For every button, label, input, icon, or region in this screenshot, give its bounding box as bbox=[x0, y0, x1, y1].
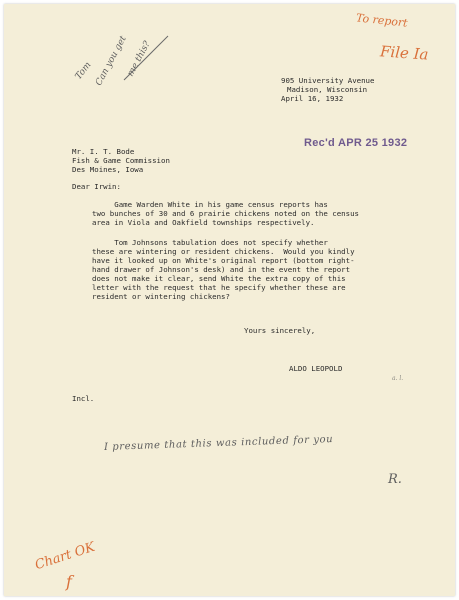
annotation-chart-ok: Chart OK bbox=[33, 539, 97, 574]
paragraph-2-line-4: hand drawer of Johnson's desk) and in the event the report bbox=[92, 265, 351, 274]
salutation: Dear Irwin: bbox=[72, 182, 121, 191]
paragraph-1-line-3: area in Viola and Oakfield townships respectively. bbox=[92, 218, 315, 227]
paragraph-2-line-5: does not make it clear, send White the extra copy of this bbox=[92, 274, 346, 283]
paragraph-2-line-3: have it looked up on White's original report (bottom right- bbox=[92, 256, 355, 265]
paragraph-1-line-1: Game Warden White in his game census reports has bbox=[92, 200, 328, 209]
signature-initials: a. l. bbox=[392, 375, 404, 382]
recipient-name: Mr. I. T. Bode bbox=[72, 147, 135, 156]
handwritten-note: I presume that this was included for you bbox=[103, 433, 334, 453]
annotation-tom: Tom bbox=[73, 60, 94, 82]
paragraph-1-line-2: two bunches of 30 and 6 prairie chickens noted on the census bbox=[92, 209, 359, 218]
sender-address-line1: 905 University Avenue bbox=[281, 76, 375, 85]
paragraph-2-line-2: these are wintering or resident chickens. Would you kindly bbox=[92, 247, 355, 256]
signature-name: ALDO LEOPOLD bbox=[289, 364, 343, 373]
closing: Yours sincerely, bbox=[244, 326, 316, 335]
paragraph-2-line-1: Tom Johnsons tabulation does not specify whether bbox=[92, 238, 328, 247]
enclosure-note: Incl. bbox=[72, 394, 95, 403]
letter-date: April 16, 1932 bbox=[281, 94, 344, 103]
sender-address-line2: Madison, Wisconsin bbox=[287, 85, 368, 94]
recipient-org: Fish & Game Commission bbox=[72, 156, 170, 165]
recipient-city: Des Moines, Iowa bbox=[72, 165, 144, 174]
pencil-slash-mark bbox=[122, 32, 172, 82]
annotation-file: File Ia bbox=[379, 42, 430, 64]
paragraph-2-line-7: resident or wintering chickens? bbox=[92, 292, 230, 301]
handwritten-initial: R. bbox=[388, 472, 402, 487]
annotation-to-report: To report bbox=[355, 11, 409, 30]
received-date-stamp: Rec'd APR 25 1932 bbox=[304, 137, 408, 149]
annotation-me-this: me this? bbox=[125, 39, 153, 79]
paragraph-2-line-6: letter with the request that he specify whether these are bbox=[92, 283, 346, 292]
annotation-f-mark: f bbox=[66, 572, 72, 591]
annotation-can-you-get: Can you get bbox=[94, 34, 129, 88]
letter-page bbox=[4, 4, 455, 596]
